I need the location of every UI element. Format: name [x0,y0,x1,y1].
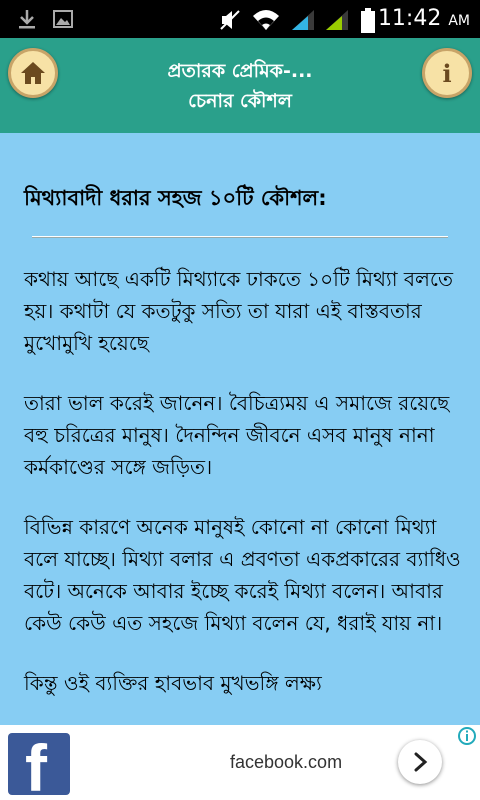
info-button[interactable] [422,48,472,98]
mute-icon [218,8,242,32]
ad-url-text[interactable]: facebook.com [230,752,343,772]
paragraph: কিন্তু ওই ব্যক্তির হাবভাব মুখভঙ্গি লক্ষ্য [24,671,322,695]
title-line-1: প্রতারক প্রেমিক-... [167,60,313,82]
info-icon: i [442,58,452,88]
ad-banner[interactable] [0,725,480,800]
signal-icon [290,8,316,32]
ad-choices-icon[interactable] [456,725,478,747]
page-title [80,56,400,116]
home-icon [19,60,47,86]
status-bar [0,0,480,38]
facebook-logo-icon[interactable] [8,733,70,795]
battery-icon [360,8,376,34]
paragraph: তারা ভাল করেই জানেন। বৈচিত্র্যময় এ সমাজে রয়েছে বহু চরিত্রের মানুষ। দৈনন্দিন জীবনে এসব মানুষ নানা কর্মকাণ্ডের সঙ্গে জড়িত। [24,391,450,479]
home-button[interactable] [8,48,58,98]
paragraph: বিভিন্ন কারণে অনেক মানুষই কোনো না কোনো মিথ্যা বলে যাচ্ছে। মিথ্যা বলার এ প্রবণতা একপ্রকারের ব্যাধিও বটে। অনেকে আবার ইচ্ছে করেই মিথ্যা বলেন। আবার কেউ কেউ এত সহজে মিথ্যা বলেন যে, ধরাই যায় না। [24,515,461,635]
facebook-logo-letter: f [25,733,47,795]
paragraph: কথায় আছে একটি মিথ্যাকে ঢাকতে ১০টি মিথ্যা বলতে হয়। কথাটা যে কতটুকু সত্যি তা যারা এই বাস্তবতার মুখোমুখি হয়েছে [24,267,453,355]
divider [32,236,448,237]
download-icon [16,8,38,30]
title-line-2: চেনার কৌশল [188,90,292,112]
article-content[interactable] [0,133,480,725]
wifi-icon [252,8,280,32]
article-body [24,263,464,725]
clock-ampm: AM [448,13,470,29]
clock [378,6,470,31]
app-header [0,38,480,133]
chevron-right-icon [410,751,430,773]
ad-info-icon [457,726,477,746]
ad-open-button[interactable] [398,740,442,784]
image-icon [52,8,74,30]
article-heading: মিথ্যাবাদী ধরার সহজ ১০টি কৌশল: [24,186,327,210]
signal-icon [324,8,350,32]
clock-time: 11:42 [377,6,442,31]
